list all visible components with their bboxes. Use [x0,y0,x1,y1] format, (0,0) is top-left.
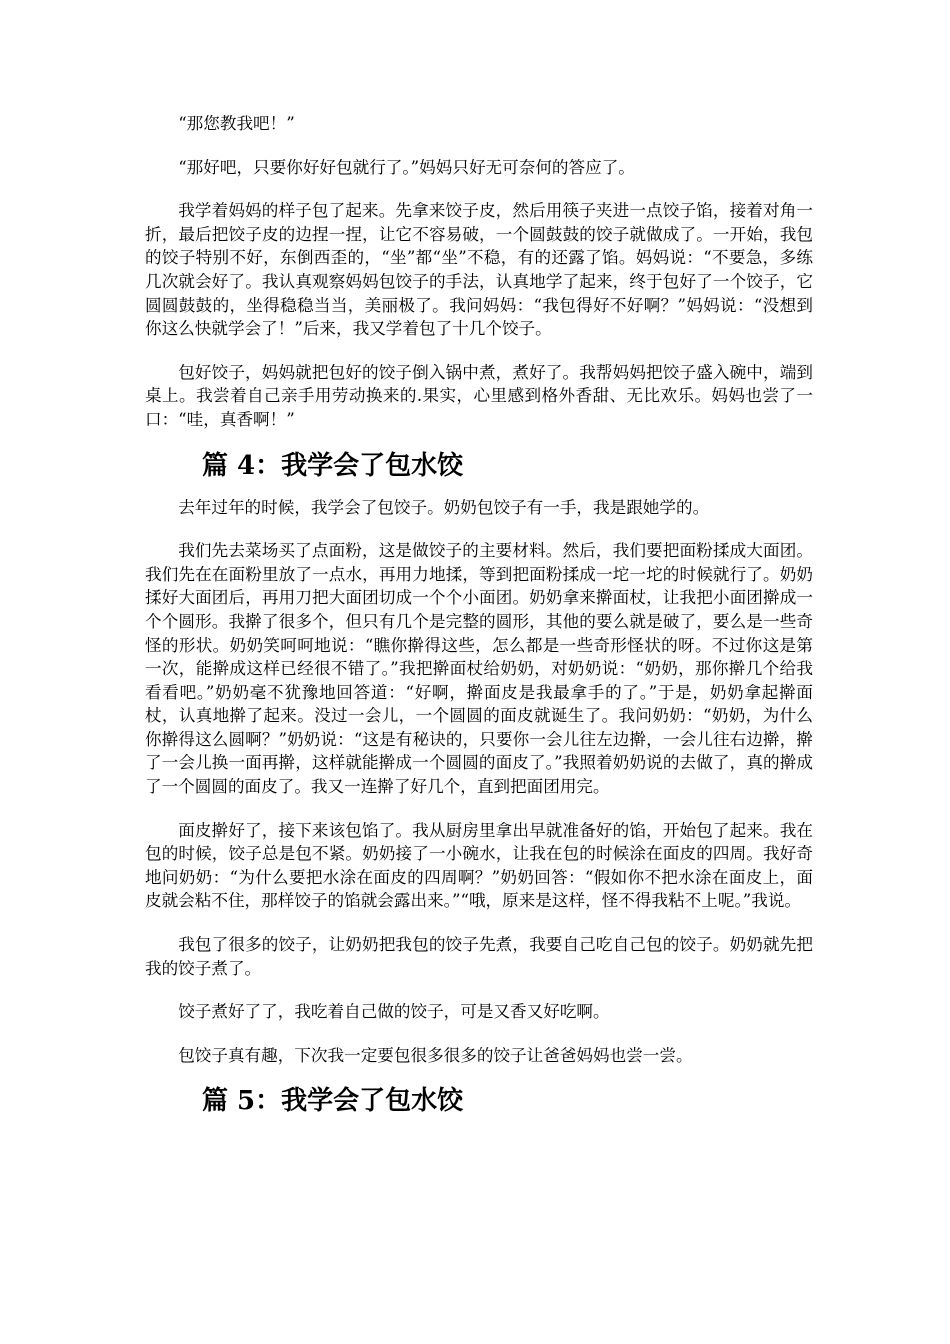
paragraph: “那您教我吧！” [178,114,295,133]
paragraph: “那好吧，只要你好好包就行了。”妈妈只好无可奈何的答应了。 [178,157,635,177]
paragraph: 我们先去菜场买了点面粉，这是做饺子的主要材料。然后，我们要把面粉揉成大面团。我们先在在面粉里放了一点水，再用力地揉，等到把面粉揉成一坨一坨的时候就行了。奶奶揉好大面团后，再用刀把大面团切成一个个小面团。奶奶拿来擀面杖，让我把小面团擀成一个个圆形。我擀了很多个，但只有几个是完整的圆形，其他的要么就是破了，要么是一些奇怪的形状。奶奶笑呵呵地说：“瞧你擀得这些，怎么都是一些奇形怪状的呀。不过你这是第一次，能擀成这样已经很不错了。”我把擀面杖给奶奶，对奶奶说：“奶奶，那你擀几个给我看看吧。”奶奶毫不犹豫地回答道：“好啊，擀面皮是我最拿手的了。”于是，奶奶拿起擀面杖，认真地擀了起来。没过一会儿，一个圆圆的面皮就诞生了。我问奶奶：“奶奶，为什么你擀得这么圆啊？”奶奶说：“这是有秘诀的，只要你一会儿往左边擀，一会儿往右边擀，擀了一会儿换一面再擀，这样就能擀成一个圆圆的面皮了。”我照着奶奶说的去做了，真的擀成了一个圆圆的面皮了。我又一连擀了好几个，直到把面团用完。 [145,541,813,797]
section-heading-4: 篇 4：我学会了包水饺 [202,450,464,481]
section-heading-5: 篇 5：我学会了包水饺 [202,1086,464,1117]
paragraph: 包好饺子，妈妈就把包好的饺子倒入锅中煮，煮好了。我帮妈妈把饺子盛入碗中，端到桌上。我尝着自己亲手用劳动换来的.果实，心里感到格外香甜、无比欢乐。妈妈也尝了一口：“哇，真香啊！” [145,362,813,429]
paragraph: 去年过年的时候，我学会了包饺子。奶奶包饺子有一手，我是跟她学的。 [178,497,710,517]
paragraph: 包饺子真有趣，下次我一定要包很多很多的饺子让爸爸妈妈也尝一尝。 [178,1045,693,1065]
paragraph: 我学着妈妈的样子包了起来。先拿来饺子皮，然后用筷子夹进一点饺子馅，接着对角一折，最后把饺子皮的边捏一捏，让它不容易破，一个圆鼓鼓的饺子就做成了。一开始，我包的饺子特别不好，东倒西歪的，“坐”都“坐”不稳，有的还露了馅。妈妈说：“不要急，多练几次就会好了。我认真观察妈妈包饺子的手法，认真地学了起来，终于包好了一个饺子，它圆圆鼓鼓的，坐得稳稳当当，美丽极了。我问妈妈：“我包得好不好啊？”妈妈说：“没想到你这么快就学会了！”后来，我又学着包了十几个饺子。 [145,201,813,339]
paragraph: 我包了很多的饺子，让奶奶把我包的饺子先煮，我要自己吃自己包的饺子。奶奶就先把我的饺子煮了。 [145,935,813,978]
document-body [145,112,813,1123]
paragraph: 饺子煮好了了，我吃着自己做的饺子，可是又香又好吃啊。 [178,1002,610,1022]
paragraph: 面皮擀好了，接下来该包馅了。我从厨房里拿出早就准备好的馅，开始包了起来。我在包的时候，饺子总是包不紧。奶奶接了一小碗水，让我在包的时候涂在面皮的四周。我好奇地问奶奶：“为什么要把水涂在面皮的四周啊？”奶奶回答：“假如你不把水涂在面皮上，面皮就会粘不住，那样饺子的馅就会露出来。”“哦，原来是这样，怪不得我粘不上呢。”我说。 [145,820,813,911]
